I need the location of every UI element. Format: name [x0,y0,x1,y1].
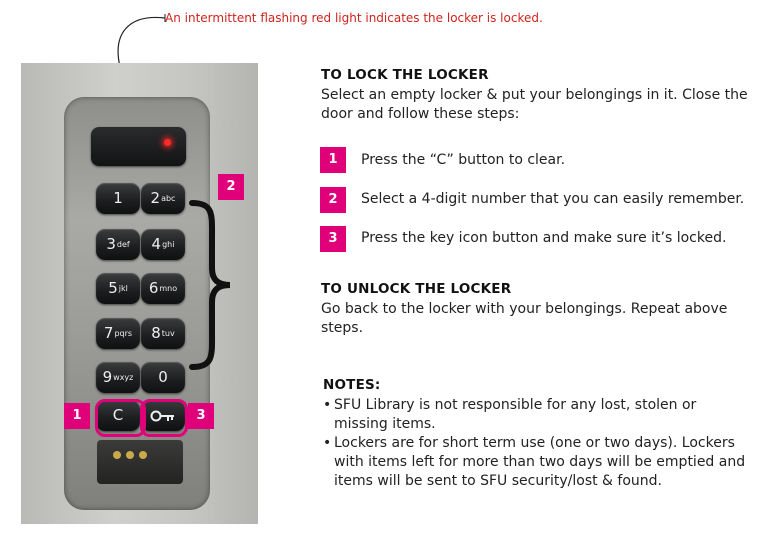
step-2-marker: 2 [320,187,346,213]
key-4[interactable]: 4ghi [141,229,185,260]
key-3[interactable]: 3def [96,229,140,260]
callout-text: An intermittent flashing red light indicates the locker is locked. [165,11,543,25]
clear-key[interactable]: C [96,400,140,431]
card-slot [97,440,183,484]
key-2[interactable]: 2abc [141,183,185,214]
notes-heading: NOTES: [323,377,381,393]
key-button-highlight [140,399,188,437]
step-3-badge: 3 [188,403,214,429]
step-3-text: Press the key icon button and make sure it’s locked. [361,230,727,246]
key-8[interactable]: 8tuv [141,318,185,349]
clear-key-highlight [95,399,146,437]
key-5[interactable]: 5jkl [96,273,140,304]
key-6[interactable]: 6mno [141,273,185,304]
key-9[interactable]: 9wxyz [96,362,140,393]
step-1-text: Press the “C” button to clear. [361,152,566,168]
note-item: • SFU Library is not responsible for any lost, stolen or missing items. [323,397,697,432]
step-2-badge: 2 [218,174,244,200]
lock-heading: TO LOCK THE LOCKER [321,67,489,83]
keypad-display [91,127,186,166]
unlock-heading: TO UNLOCK THE LOCKER [321,281,512,297]
key-0[interactable]: 0 [141,362,185,393]
key-1[interactable]: 1 [96,183,140,214]
step-1-marker: 1 [320,147,346,173]
key-7[interactable]: 7pqrs [96,318,140,349]
note-item: • Lockers are for short term use (one or two days). Lockers with items left for more than two days will be emptied and items will be sent to SFU security/lost & found. [323,435,746,489]
step-1-badge: 1 [64,403,90,429]
brace-icon [188,200,240,370]
lock-intro: Select an empty locker & put your belongings in it. Close the door and follow these steps: [321,87,748,122]
step-3-marker: 3 [320,226,346,252]
unlock-text: Go back to the locker with your belongings. Repeat above steps. [321,301,728,336]
red-led-icon [164,139,171,146]
step-2-text: Select a 4-digit number that you can easily remember. [361,191,745,207]
